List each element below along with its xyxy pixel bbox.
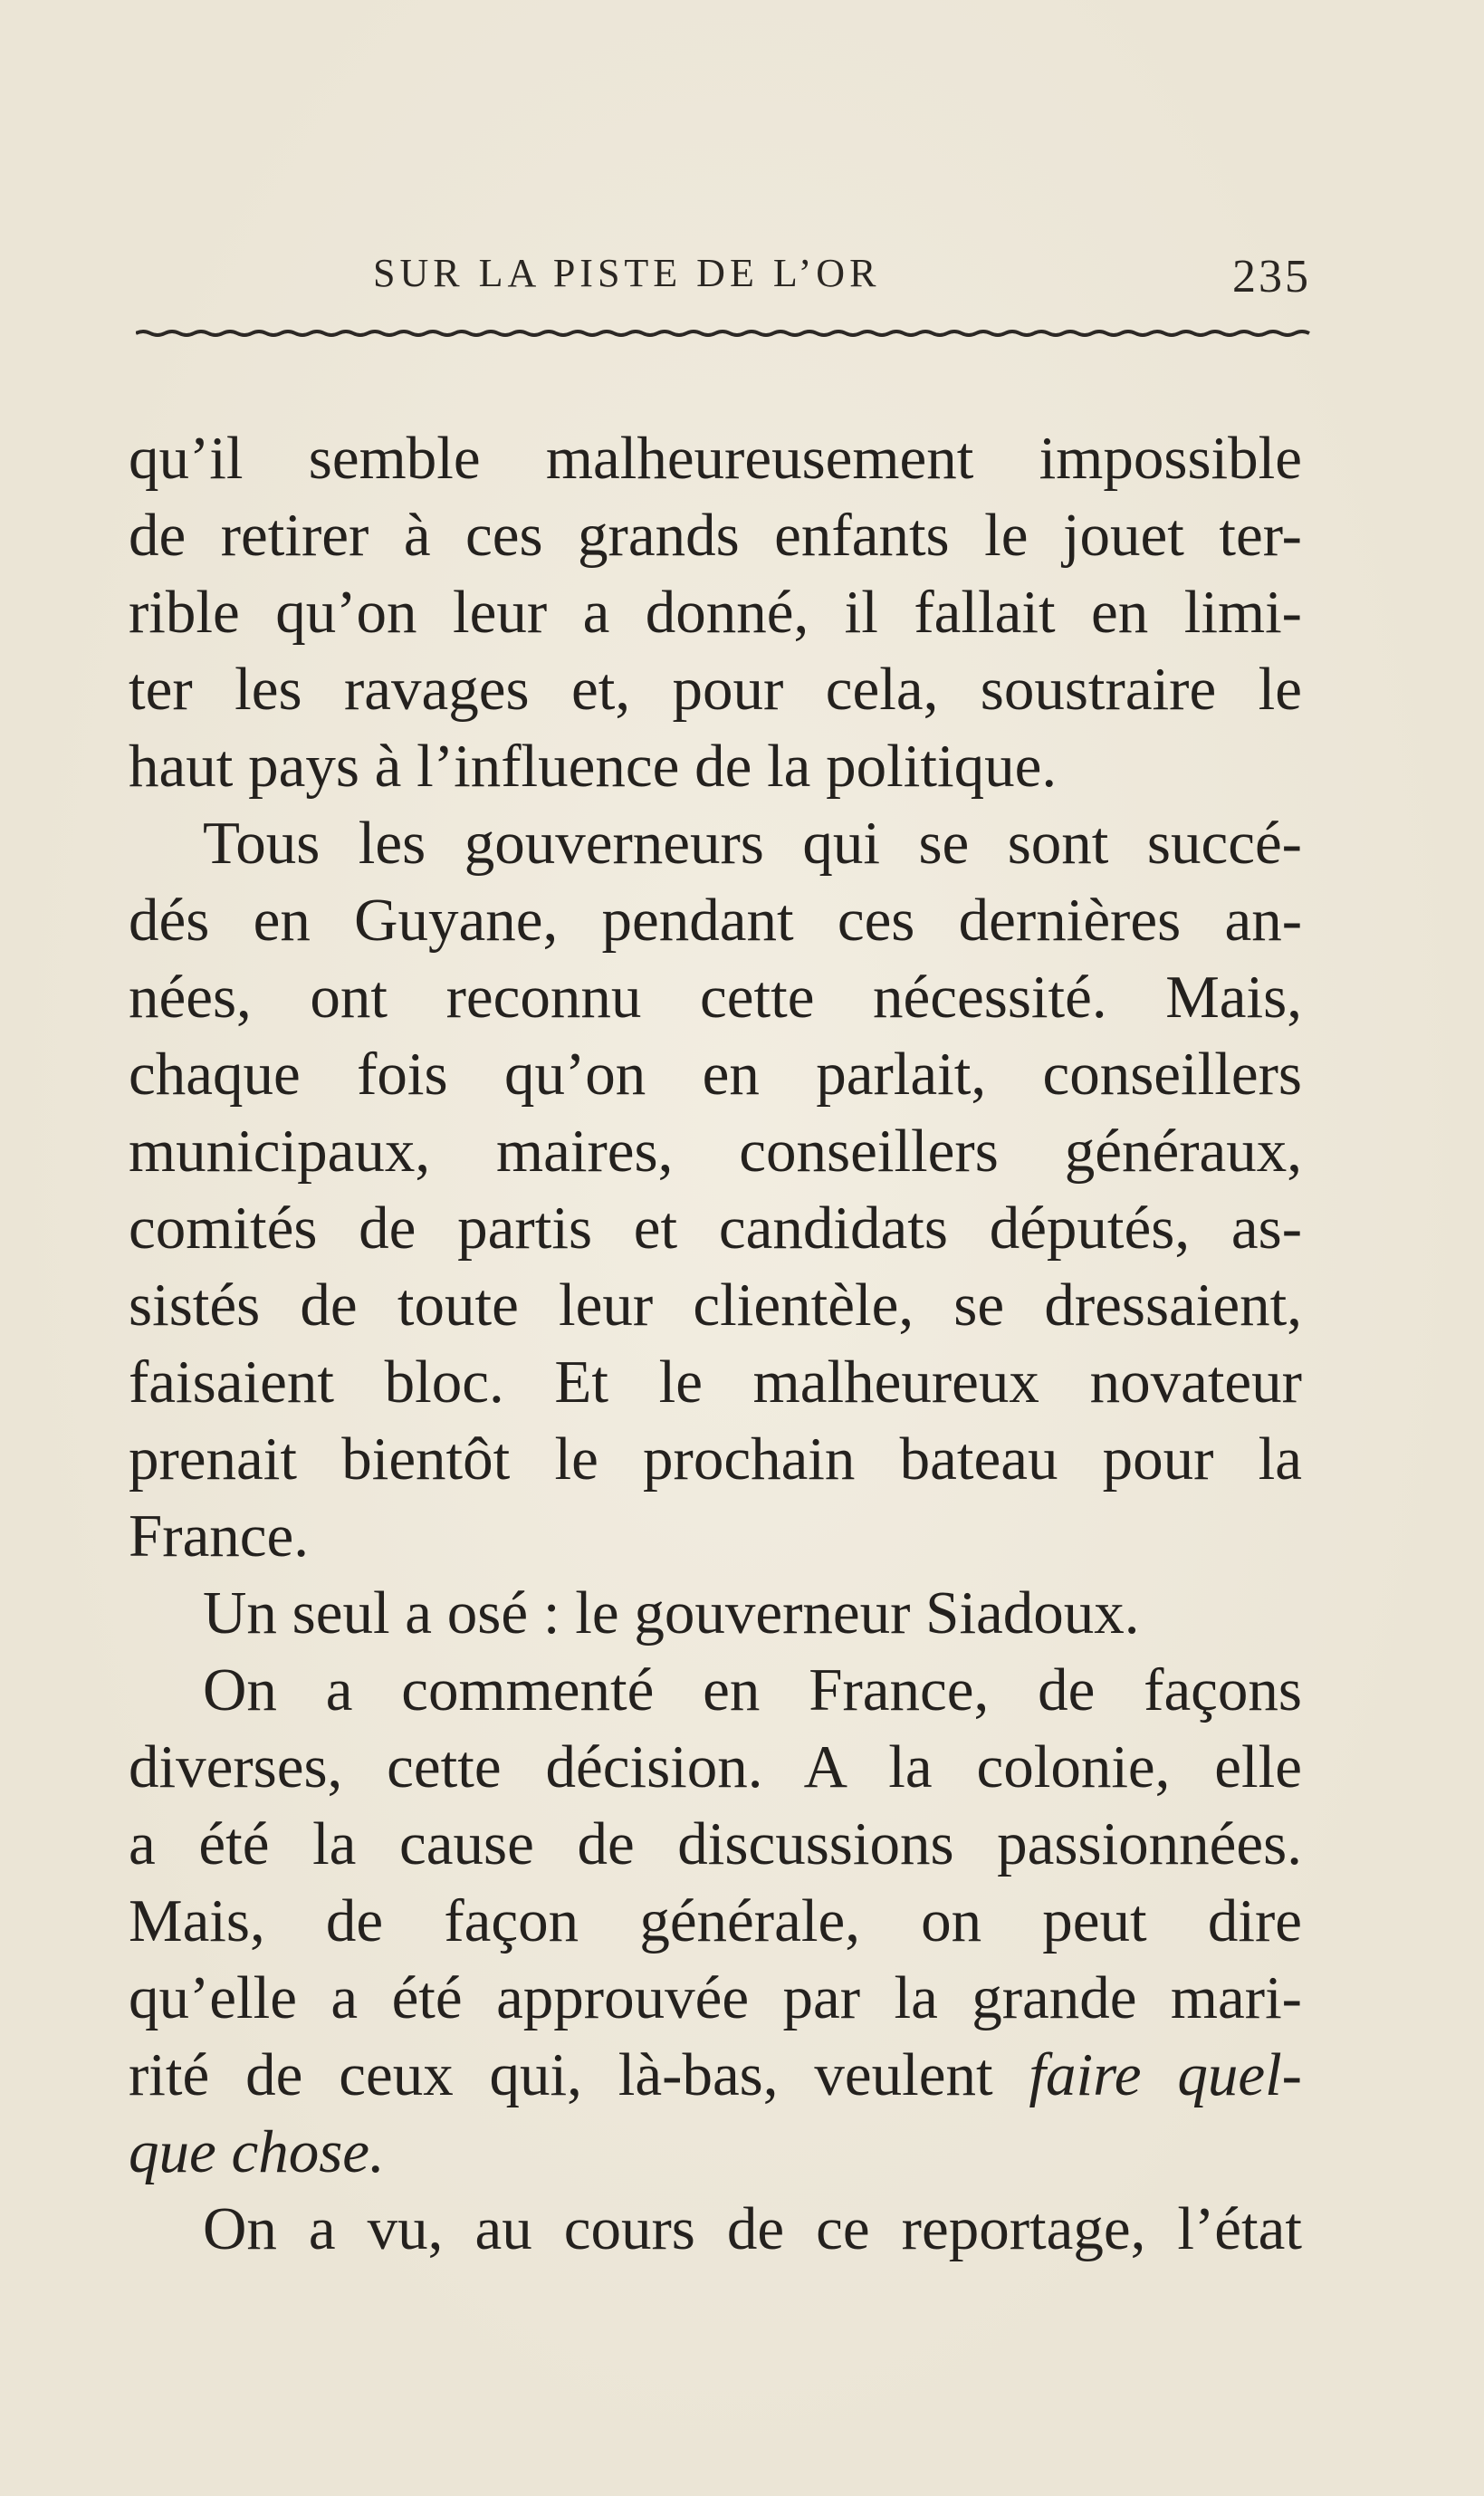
text-line: faisaient bloc. Et le malheureux novateur: [129, 1349, 1302, 1416]
text-line: ter les ravages et, pour cela, soustraire le: [129, 656, 1302, 723]
text-line: haut pays à l’influence de la politique.: [129, 733, 1058, 800]
text-line: municipaux, maires, conseillers généraux,: [129, 1118, 1302, 1185]
text-line: de retirer à ces grands enfants le jouet ter-: [129, 502, 1302, 569]
running-head: [373, 250, 1311, 313]
body-text: [129, 420, 1302, 2268]
text-line: comités de partis et candidats députés, as-: [129, 1195, 1302, 1262]
text-line: qu’il semble malheureusement impossible: [129, 425, 1302, 492]
italic-fragment: faire quel-: [1029, 2041, 1302, 2108]
text-line: prenait bientôt le prochain bateau pour la: [129, 1426, 1302, 1493]
text-line: On a vu, au cours de ce reportage, l’état: [203, 2195, 1302, 2262]
text-line: dés en Guyane, pendant ces dernières an-: [129, 887, 1302, 954]
text-line: Tous les gouverneurs qui se sont succé-: [203, 810, 1302, 877]
text-line-with-italic: [129, 2037, 1302, 2114]
text-line: On a commenté en France, de façons: [203, 1656, 1302, 1723]
text-line: sistés de toute leur clientèle, se dressaient,: [129, 1272, 1302, 1339]
text-line: a été la cause de discussions passionnées.: [129, 1810, 1302, 1877]
text-line: diverses, cette décision. A la colonie, elle: [129, 1733, 1302, 1800]
text-line: rible qu’on leur a donné, il fallait en limi-: [129, 579, 1302, 646]
italic-text-line: [129, 2114, 1302, 2191]
header-rule: [136, 328, 1313, 339]
running-title: SUR LA PISTE DE L’OR: [373, 251, 881, 295]
italic-fragment: que chose.: [129, 2118, 385, 2185]
text-line: nées, ont reconnu cette nécessité. Mais,: [129, 964, 1302, 1031]
page-number: 235: [1232, 251, 1311, 302]
text-line: qu’elle a été approuvée par la grande mari-: [129, 1964, 1302, 2031]
text-line: Mais, de façon générale, on peut dire: [129, 1887, 1302, 1954]
text-line: France.: [129, 1502, 310, 1570]
text-fragment: rité de ceux qui, là-bas, veulent: [129, 2041, 1029, 2108]
text-line: Un seul a osé : le gouverneur Siadoux.: [203, 1579, 1140, 1646]
text-line: chaque fois qu’on en parlait, conseillers: [129, 1041, 1302, 1108]
